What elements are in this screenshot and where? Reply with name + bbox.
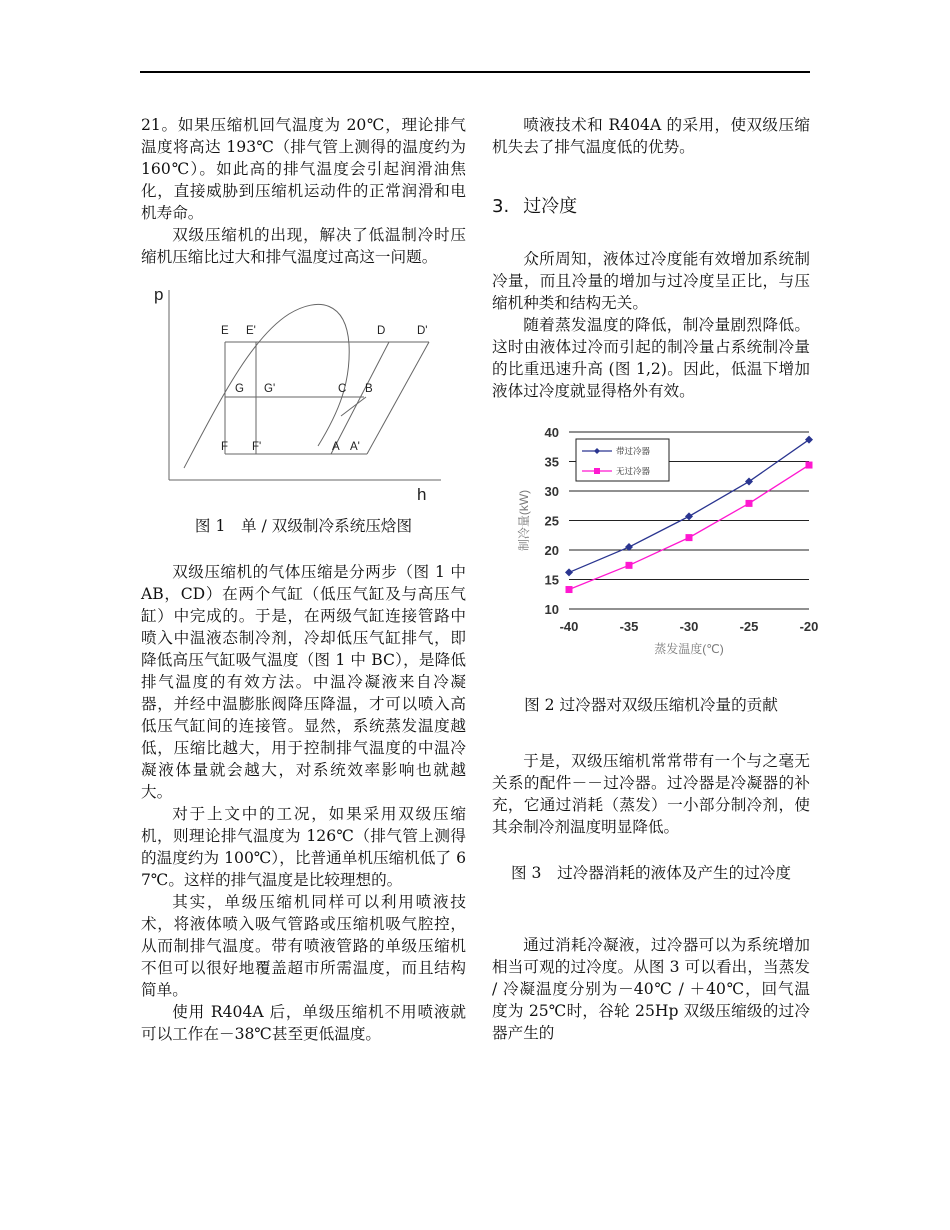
section-number: 3. <box>492 196 510 217</box>
chart-point <box>685 512 693 520</box>
chart-x-tick-label: -35 <box>619 619 639 634</box>
left-column <box>141 114 466 1045</box>
chart-y-tick-label: 15 <box>544 572 559 588</box>
chart-x-tick-label: -30 <box>679 619 699 634</box>
figure-1-ph-diagram <box>141 282 466 510</box>
left-para-6: 使用 R404A 后，单级压缩机不用喷液就可以工作在－38℃甚至更低温度。 <box>141 1003 466 1043</box>
right-para-3: 随着蒸发温度的降低，制冷量剧烈降低。这时由液体过冷而引起的制冷量占系统制冷量的比重迅速升高 (图 1,2)。因此，低温下增加液体过冷度就显得格外有效。 <box>492 316 810 400</box>
chart-point <box>566 586 573 593</box>
ph-axis-h-label: h <box>417 485 427 504</box>
chart-point <box>745 478 753 486</box>
chart-y-tick-label: 25 <box>544 513 559 529</box>
chart-y-tick-label: 40 <box>544 425 559 440</box>
chart-x-axis-title: 蒸发温度(℃) <box>654 642 724 656</box>
chart-svg <box>492 424 819 664</box>
right-para-1: 喷液技术和 R404A 的采用，使双级压缩机失去了排气温度低的优势。 <box>492 116 810 156</box>
chart-y-tick-label: 10 <box>544 602 559 617</box>
chart-y-tick-label: 20 <box>544 543 559 558</box>
left-para-5: 其实，单级压缩机同样可以利用喷液技术，将液体喷入吸气管路或压缩机吸气腔控，从而制排气温度。带有喷液管路的单级压缩机不但可以很好地覆盖超市所需温度，而且结构简单。 <box>141 893 466 999</box>
chart-point <box>626 562 633 569</box>
chart-x-tick-label: -20 <box>799 619 819 634</box>
left-para-4: 对于上文中的工况，如果采用双级压缩机，则理论排气温度为 126℃（排气管上测得的温度约为 100℃），比普通单机压缩机低了 67℃。这样的排气温度是比较理想的。 <box>141 805 466 889</box>
ph-label-f-prime: F' <box>252 441 262 453</box>
chart-point <box>805 436 813 444</box>
left-para-2: 双级压缩机的出现，解决了低温制冷时压缩机压缩比过大和排气温度过高这一问题。 <box>141 226 466 266</box>
figure-2-caption: 图 2 过冷器对双级压缩机冷量的贡献 <box>524 696 778 714</box>
ph-label-a: A <box>332 441 340 453</box>
chart-legend-marker <box>594 468 600 474</box>
chart-y-tick-label: 30 <box>544 484 559 499</box>
chart-point <box>565 568 573 576</box>
figure-1-caption: 图 1 单 / 双级制冷系统压焓图 <box>194 517 413 535</box>
ph-label-e-prime: E' <box>246 325 256 337</box>
left-para-1: 21。如果压缩机回气温度为 20℃，理论排气温度将高达 193℃（排气管上测得的温度约为 160℃）。如此高的排气温度会引起润滑油焦化，直接威胁到压缩机运动件的正常润滑和电机寿命。 <box>141 116 466 222</box>
ph-label-g: G <box>235 383 244 395</box>
ph-label-e: E <box>221 325 229 337</box>
header-rule <box>140 71 810 73</box>
chart-point <box>686 534 693 541</box>
chart-point <box>746 500 753 507</box>
line-c-b <box>341 397 366 416</box>
chart-legend-label: 无过冷器 <box>616 466 651 476</box>
left-para-3: 双级压缩机的气体压缩是分两步（图 1 中 AB，CD）在两个气缸（低压气缸及与高压气缸）中完成的。于是，在两级气缸连接管路中喷入中温液态制冷剂，冷却低压气缸排气，即降低高压气缸吸气温度（图 1 中 BC），是降低排气温度的有效方法。中温冷凝液来自冷凝器，并经中温膨胀阀降压降温，才可以喷入高低压气缸间的连接管。显然，系统蒸发温度越低，压缩比越大，用于控制排气温度的中温冷凝液体量就会越大，对系统效率影响也就越大。 <box>141 563 466 801</box>
chart-legend-label: 带过冷器 <box>616 446 651 456</box>
figure-3-caption: 图 3 过冷器消耗的液体及产生的过冷度 <box>511 864 791 882</box>
ph-label-g-prime: G' <box>264 383 276 395</box>
chart-point <box>806 462 813 469</box>
chart-series-line <box>569 465 809 589</box>
ph-axis-p-label: p <box>154 285 164 304</box>
right-column <box>492 114 819 1044</box>
line-a-d <box>331 342 389 454</box>
figure-2-chart <box>492 424 819 670</box>
section-title: 过冷度 <box>523 196 578 217</box>
line-aprime-dprime <box>367 342 429 454</box>
right-para-5: 通过消耗冷凝液，过冷器可以为系统增加相当可观的过冷度。从图 3 可以看出，当蒸发 / 冷凝温度分别为－40℃ / ＋40℃，回气温度为 25℃时，谷轮 25Hp 双级压缩级的过冷器产生的 <box>492 936 810 1042</box>
ph-label-d: D <box>377 325 386 337</box>
ph-label-a-prime: A' <box>350 441 360 453</box>
right-para-2: 众所周知，液体过冷度能有效增加系统制冷量，而且冷量的增加与过冷度呈正比，与压缩机种类和结构无关。 <box>492 250 810 312</box>
section-heading <box>492 196 810 218</box>
ph-label-c: C <box>338 383 347 395</box>
ph-label-f: F <box>221 441 229 453</box>
chart-y-tick-label: 35 <box>544 454 559 470</box>
chart-x-tick-label: -25 <box>739 619 759 634</box>
right-para-4: 于是，双级压缩机常常带有一个与之毫无关系的配件－－过冷器。过冷器是冷凝器的补充，它通过消耗（蒸发）一小部分制冷剂，使其余制冷剂温度明显降低。 <box>492 752 810 836</box>
ph-label-b: B <box>365 383 373 395</box>
ph-diagram-svg <box>141 282 466 504</box>
chart-x-tick-label: -40 <box>559 619 579 634</box>
ph-label-d-prime: D' <box>417 325 428 337</box>
chart-y-axis-title: 制冷量(kW) <box>517 489 531 552</box>
